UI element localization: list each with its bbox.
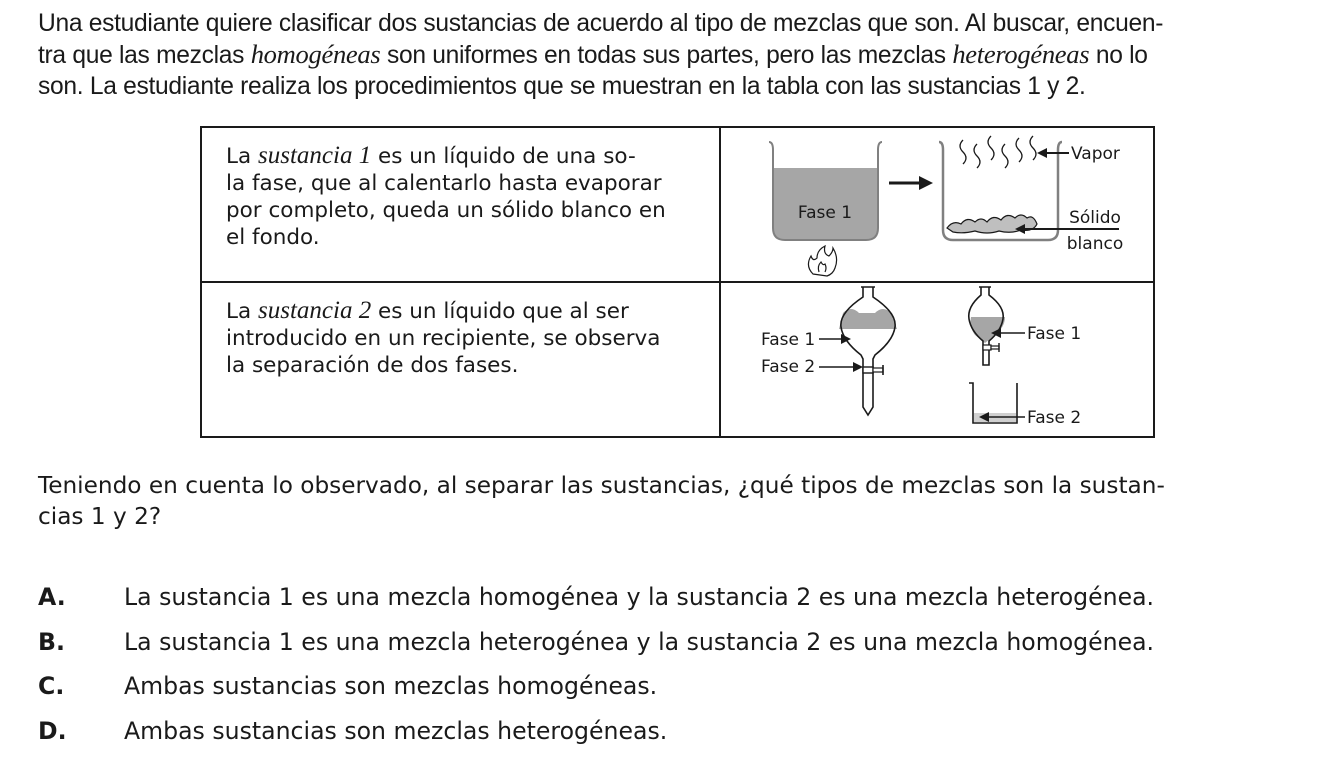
process-arrow-icon bbox=[889, 176, 933, 190]
left-fase-2-label: Fase 2 bbox=[761, 357, 816, 377]
left-phase2-pointer bbox=[761, 357, 863, 377]
vapor-pointer bbox=[1037, 144, 1120, 164]
right-fase-2-label: Fase 2 bbox=[1027, 408, 1082, 428]
flame-icon bbox=[808, 246, 836, 276]
evaporation-diagram bbox=[721, 128, 1155, 281]
sustancia-2-description: La sustancia 2 es un líquido que al ser introducido en un recipiente, se observa la separación de dos fases. bbox=[201, 282, 720, 437]
sustancia-2-figure bbox=[720, 282, 1154, 437]
intro-line-1: Una estudiante quiere clasificar dos sustancias de acuerdo al tipo de mezclas que son. Al buscar, encuen- bbox=[38, 10, 1164, 37]
solid-label: Sólido bbox=[1069, 208, 1121, 228]
left-fase-1-label: Fase 1 bbox=[761, 330, 816, 350]
term-heterogeneas: heterogéneas bbox=[952, 39, 1090, 69]
option-text: Ambas sustancias son mezclas homogéneas. bbox=[124, 672, 658, 700]
procedures-table bbox=[200, 126, 1155, 438]
left-phase1-pointer bbox=[761, 330, 851, 350]
sustancia-1-figure bbox=[720, 127, 1154, 282]
intro-line-2: tra que las mezclas homogéneas son uniformes en todas sus partes, pero las mezclas heterogéneas no lo bbox=[38, 39, 1148, 69]
sustancia-1-term: sustancia 1 bbox=[258, 142, 372, 169]
beaker-evaporated bbox=[939, 142, 1062, 240]
option-letter: A. bbox=[38, 583, 66, 611]
option-letter: D. bbox=[38, 716, 67, 745]
beaker-fase-1 bbox=[769, 142, 882, 240]
option-letter: C. bbox=[38, 672, 65, 700]
beaker-phase-label: Fase 1 bbox=[797, 203, 853, 223]
separatory-funnel-left bbox=[839, 287, 897, 415]
table-row-sustancia-2 bbox=[201, 282, 1154, 437]
right-fase-1-label: Fase 1 bbox=[1027, 324, 1082, 344]
solid-pointer bbox=[1015, 208, 1123, 254]
white-label: blanco bbox=[1066, 234, 1124, 254]
question-text: Teniendo en cuenta lo observado, al separar las sustancias, ¿qué tipos de mezclas son la sustan- cias 1 y 2? bbox=[38, 472, 1165, 530]
right-phase1-pointer bbox=[991, 324, 1081, 344]
option-text: La sustancia 1 es una mezcla homogénea y la sustancia 2 es una mezcla heterogénea. bbox=[124, 583, 1155, 611]
sustancia-1-description: La sustancia 1 es un líquido de una so- la fase, que al calentarlo hasta evaporar por completo, queda un sólido blanco en el fondo. bbox=[201, 127, 720, 282]
intro-line-3: son. La estudiante realiza los procedimientos que se muestran en la tabla con las sustancias 1 y 2. bbox=[38, 73, 1086, 100]
sustancia-2-term: sustancia 2 bbox=[258, 297, 372, 324]
separatory-funnel-right bbox=[969, 287, 1005, 365]
option-text: La sustancia 1 es una mezcla heterogénea y la sustancia 2 es una mezcla homogénea. bbox=[124, 627, 1155, 656]
vapor-label: Vapor bbox=[1071, 144, 1120, 164]
intro-paragraph bbox=[38, 8, 1318, 102]
separatory-funnel-diagram bbox=[721, 283, 1155, 436]
table-row-sustancia-1 bbox=[201, 127, 1154, 282]
option-letter: B. bbox=[38, 627, 65, 656]
option-text: Ambas sustancias son mezclas heterogéneas. bbox=[124, 716, 668, 745]
vapor-lines bbox=[960, 136, 1036, 168]
term-homogeneas: homogéneas bbox=[250, 39, 381, 69]
